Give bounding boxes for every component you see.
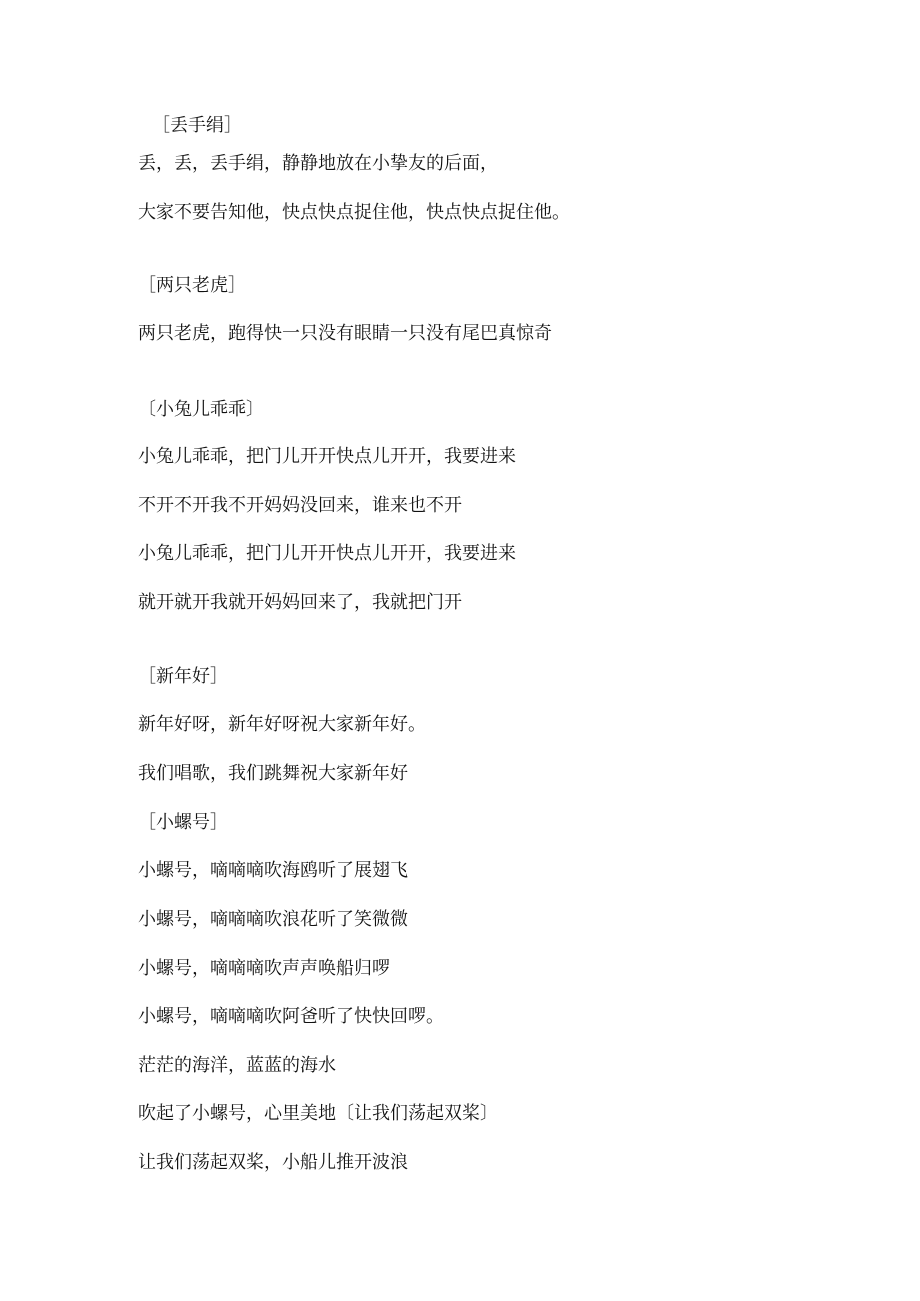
lyric-line: 小螺号，嘀嘀嘀吹海鸥听了展翅飞 <box>138 860 408 881</box>
song-title-diushoujuan: ［丢手绢］ <box>152 115 242 136</box>
song-title-xinnianhao: ［新年好］ <box>138 666 228 687</box>
lyric-line: 小兔儿乖乖，把门儿开开快点儿开开，我要进来 <box>138 543 516 564</box>
lyric-line: 茫茫的海洋，蓝蓝的海水 <box>138 1055 336 1076</box>
lyric-line: 小螺号，嘀嘀嘀吹阿爸听了快快回啰。 <box>138 1006 444 1027</box>
lyric-line: 我们唱歌，我们跳舞祝大家新年好 <box>138 763 408 784</box>
song-title-liangzhilaohu: ［两只老虎］ <box>138 275 246 296</box>
lyric-line: 两只老虎，跑得快一只没有眼睛一只没有尾巴真惊奇 <box>138 323 552 344</box>
lyric-line: 让我们荡起双桨，小船儿推开波浪 <box>138 1152 408 1173</box>
lyric-line: 就开就开我就开妈妈回来了，我就把门开 <box>138 592 462 613</box>
lyric-line: 不开不开我不开妈妈没回来，谁来也不开 <box>138 495 462 516</box>
song-title-xiaotuerguaiguai: 〔小兔儿乖乖〕 <box>138 399 264 420</box>
lyric-line: 小螺号，嘀嘀嘀吹浪花听了笑微微 <box>138 909 408 930</box>
song-title-xiaoluohao: ［小螺号］ <box>138 812 228 833</box>
lyric-line: 丢，丢，丢手绢，静静地放在小挚友的后面， <box>138 153 498 174</box>
lyric-line: 吹起了小螺号，心里美地〔让我们荡起双桨〕 <box>138 1103 498 1124</box>
lyric-line: 小兔儿乖乖，把门儿开开快点儿开开，我要进来 <box>138 446 516 467</box>
lyric-line: 大家不要告知他，快点快点捉住他，快点快点捉住他。 <box>138 202 570 223</box>
lyric-line: 新年好呀，新年好呀祝大家新年好。 <box>138 714 426 735</box>
lyric-line: 小螺号，嘀嘀嘀吹声声唤船归啰 <box>138 958 390 979</box>
